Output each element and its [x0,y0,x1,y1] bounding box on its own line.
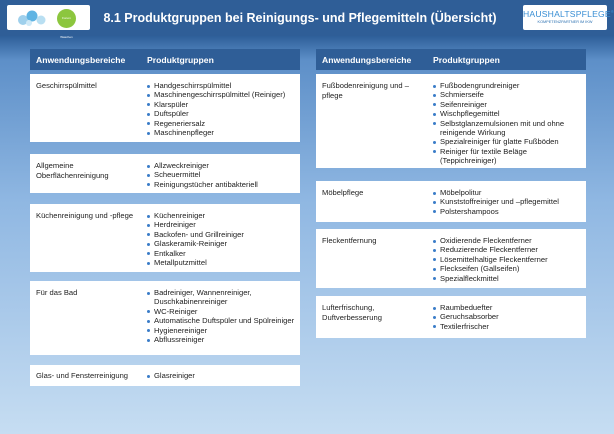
list-item: Glaskeramik-Reiniger [147,239,297,248]
registered-mark: ® [610,9,614,15]
page-title: 8.1 Produktgruppen bei Reinigungs- und Pflegemitteln (Übersicht) [103,11,497,25]
logo-left-circle: Forum Waschen [57,9,76,28]
list-item: Spezialfleckmittel [433,274,583,283]
list-item: Schmierseife [433,90,583,99]
product-list [147,211,297,267]
list-item: Selbstglanzemulsionen mit und ohne reinigende Wirkung [433,119,583,138]
area-label: Für das Bad [36,288,78,297]
right-column-header [316,49,586,70]
list-item: Reiniger für textile Beläge (Teppichreiniger) [433,147,583,166]
list-item: Allzweckreiniger [147,161,297,170]
list-item: Regeneriersalz [147,119,297,128]
product-list [147,371,297,380]
list-item: Badreiniger, Wannenreiniger, Duschkabinenreiniger [147,288,297,307]
list-item: Lösemittelhaltige Fleckentferner [433,255,583,264]
table-row [316,74,586,168]
table-row [30,74,300,142]
area-label: Geschirrspülmittel [36,81,97,90]
list-item: Reduzierende Fleckentferner [433,245,583,254]
products-header: Produktgruppen [433,55,500,65]
area-label: Fleckentfernung [322,236,377,245]
list-item: Reinigungstücher antibakteriell [147,180,297,189]
list-item: Kunststoffreiniger und –pflegemittel [433,197,583,206]
list-item: Spezialreiniger für glatte Fußböden [433,137,583,146]
right-column [316,49,586,331]
list-item: Automatische Duftspüler und Spülreiniger [147,316,297,325]
area-label: Fußbodenreinigung und –pflege [322,81,409,100]
list-item: Entkalker [147,249,297,258]
logo-right-tagline: KOMPETENZPARTNER IM IKW [537,20,593,24]
left-column-header [30,49,300,70]
table-row [30,365,300,386]
area-label: Lufterfrischung, Duftverbesserung [322,303,382,322]
product-list [433,81,583,166]
list-item: Abflussreiniger [147,335,297,344]
table-row [30,281,300,355]
products-header: Produktgruppen [147,55,214,65]
list-item: Seifenreiniger [433,100,583,109]
area-label: Allgemeine Oberflächenreinigung [36,161,109,180]
list-item: Fleckseifen (Gallseifen) [433,264,583,273]
list-item: Backofen- und Grillreiniger [147,230,297,239]
product-list [433,236,583,283]
area-label: Glas- und Fensterreinigung [36,371,129,380]
list-item: Oxidierende Fleckentferner [433,236,583,245]
list-item: Küchenreiniger [147,211,297,220]
product-list [147,161,297,189]
list-item: Wischpflegemittel [433,109,583,118]
list-item: Hygienereiniger [147,326,297,335]
area-header: Anwendungsbereiche [36,55,126,65]
product-list [147,81,297,137]
list-item: Metallputzmittel [147,258,297,267]
area-label: Möbelpflege [322,188,364,197]
list-item: Herdreiniger [147,220,297,229]
list-item: Glasreiniger [147,371,297,380]
table-row [316,296,586,338]
list-item: Möbelpolitur [433,188,583,197]
list-item: Maschinenpfleger [147,128,297,137]
area-label: Küchenreinigung und -pflege [36,211,134,220]
list-item: Geruchsabsorber [433,312,583,321]
table-row [30,204,300,272]
list-item: Scheuermittel [147,170,297,179]
top-bar [0,0,614,39]
product-list [147,288,297,344]
list-item: Polstershampoos [433,207,583,216]
list-item: Raumbeduefter [433,303,583,312]
list-item: WC-Reiniger [147,307,297,316]
list-item: Fußbodengrundreiniger [433,81,583,90]
left-column [30,49,300,380]
table-row [316,229,586,288]
area-header: Anwendungsbereiche [322,55,412,65]
product-list [433,303,583,331]
list-item: Duftspüler [147,109,297,118]
list-item: Maschinengeschirrspülmittel (Reiniger) [147,90,297,99]
list-item: Textilerfrischer [433,322,583,331]
list-item: Handgeschirrspülmittel [147,81,297,90]
forum-waschen-logo [7,5,90,39]
list-item: Klarspüler [147,100,297,109]
bubbles-icon [17,9,49,27]
haushaltspflege-logo [523,5,614,30]
logo-right-brand: HAUSHALTSPFLEGE® [523,9,614,19]
table-row [316,181,586,222]
table-row [30,154,300,193]
product-list [433,188,583,216]
